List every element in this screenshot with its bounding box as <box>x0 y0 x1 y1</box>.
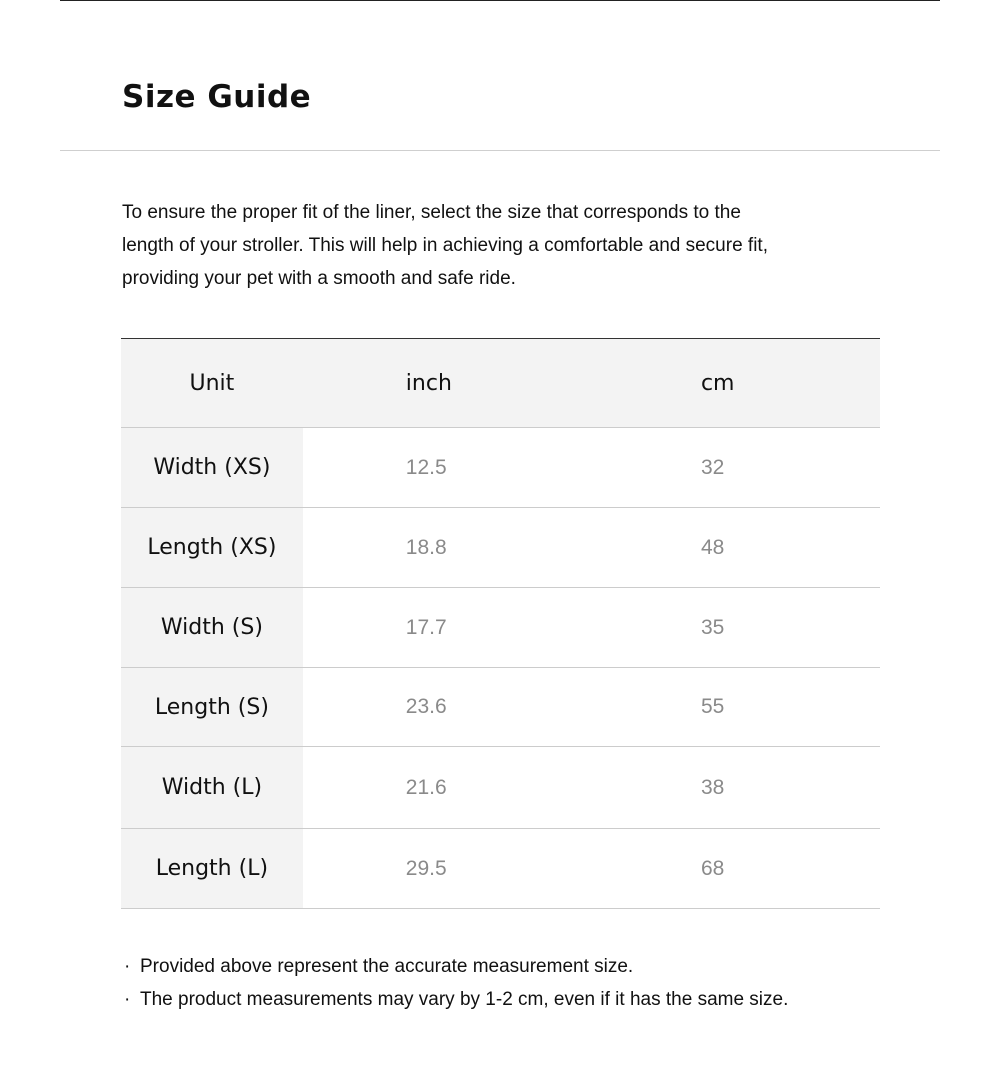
row-label: Length (XS) <box>121 508 303 588</box>
size-table <box>121 338 880 909</box>
intro-line: providing your pet with a smooth and safe ride. <box>122 268 516 289</box>
inch-value: 23.6 <box>303 668 590 747</box>
intro-line: To ensure the proper fit of the liner, select the size that corresponds to the <box>122 202 741 223</box>
row-label: Width (XS) <box>121 428 303 508</box>
row-label: Length (S) <box>121 668 303 747</box>
cm-value: 35 <box>590 588 880 668</box>
note-item <box>124 983 788 1016</box>
page-title: Size Guide <box>122 78 312 115</box>
table-row <box>121 668 880 747</box>
table-row <box>121 588 880 668</box>
cm-value: 32 <box>590 428 880 508</box>
note-item <box>124 950 788 983</box>
table-row <box>121 508 880 588</box>
intro-paragraph <box>122 196 882 295</box>
bullet-icon: · <box>124 989 131 1010</box>
inch-value: 12.5 <box>303 428 590 508</box>
cm-value: 48 <box>590 508 880 588</box>
cm-value: 68 <box>590 829 880 909</box>
table-row <box>121 747 880 829</box>
table-row <box>121 829 880 909</box>
inch-value: 21.6 <box>303 747 590 829</box>
bullet-icon: · <box>124 956 131 977</box>
table-header-row <box>121 339 880 428</box>
table-row <box>121 428 880 508</box>
inch-value: 17.7 <box>303 588 590 668</box>
header-cm: cm <box>590 339 880 428</box>
header-unit: Unit <box>121 339 303 428</box>
cm-value: 38 <box>590 747 880 829</box>
intro-line: length of your stroller. This will help in achieving a comfortable and secure fit, <box>122 235 768 256</box>
inch-value: 18.8 <box>303 508 590 588</box>
row-label: Width (S) <box>121 588 303 668</box>
inch-value: 29.5 <box>303 829 590 909</box>
row-label: Width (L) <box>121 747 303 829</box>
row-label: Length (L) <box>121 829 303 909</box>
header-inch: inch <box>303 339 590 428</box>
notes-list <box>124 950 788 1016</box>
note-text: The product measurements may vary by 1-2 cm, even if it has the same size. <box>140 989 789 1010</box>
top-divider <box>60 0 940 1</box>
section-divider <box>60 150 940 151</box>
note-text: Provided above represent the accurate measurement size. <box>140 956 634 977</box>
cm-value: 55 <box>590 668 880 747</box>
